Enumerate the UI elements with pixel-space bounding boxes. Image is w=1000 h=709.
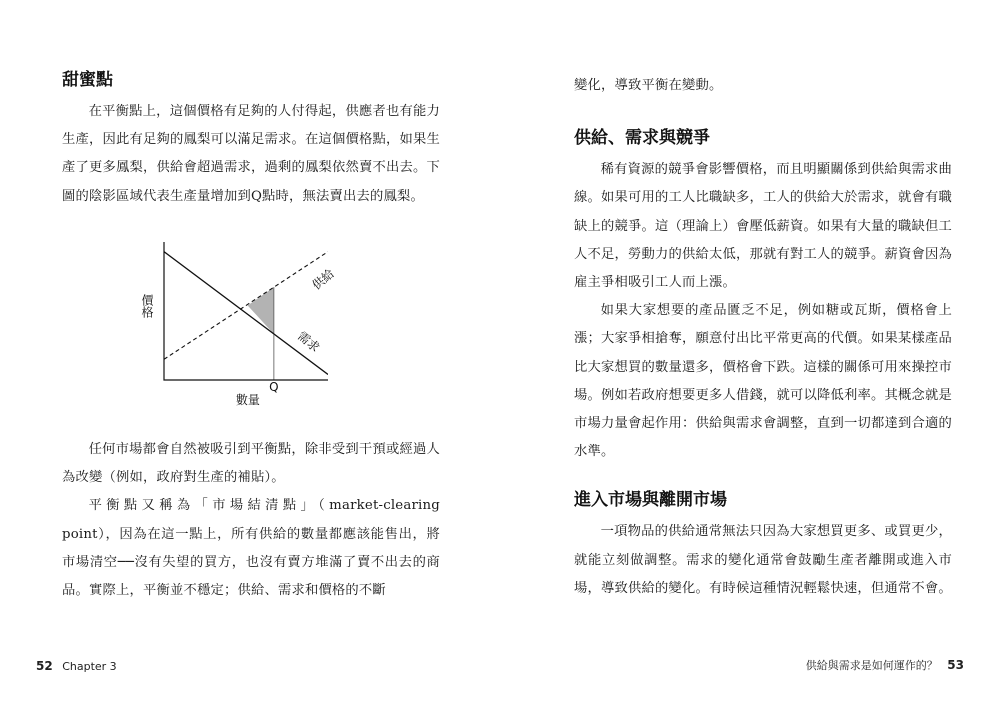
left-column-bottom xyxy=(62,436,440,605)
left-column-top xyxy=(62,68,440,211)
section-heading-competition: 供給、需求與競爭 xyxy=(574,128,710,149)
demand-curve xyxy=(164,252,328,375)
page-number: 52 xyxy=(36,659,53,673)
running-title: 供給與需求是如何運作的？ xyxy=(805,659,938,672)
paragraph: 平衡點又稱為「市場結清點」（market-clearing point），因為在這一點上，所有供給的數量都應該能售出，將市場清空──沒有失望的買方，也沒有賣方堆滿了賣不出去的商品。實際上，平衡並不穩定；供給、需求和價格的不斷 xyxy=(62,498,440,599)
unsold-surplus-area xyxy=(248,287,274,334)
paragraph: 如果大家想要的產品匱乏不足，例如糖或瓦斯，價格會上漲；大家爭相搶奪，願意付出比平常更高的代價。如果某樣產品比大家想買的數量還多，價格會下跌。這樣的關係可用來操控市場。例如若政府想要更多人借錢，就可以降低利率。其概念就是市場力量會起作用：供給與需求會調整，直到一切都達到合適的水準。 xyxy=(574,303,952,460)
chapter-label: Chapter 3 xyxy=(62,660,117,673)
right-column xyxy=(574,72,952,603)
section-heading-entry-exit: 進入市場與離開市場 xyxy=(574,490,727,511)
supply-label: 供給 xyxy=(309,266,337,293)
page-number: 53 xyxy=(947,658,964,672)
right-page xyxy=(500,0,1000,709)
chart-axes xyxy=(164,242,328,380)
q-tick-label: Q xyxy=(269,380,279,394)
x-axis-label: 數量 xyxy=(235,393,260,407)
left-footer xyxy=(36,659,117,673)
paragraph-continued: 變化，導致平衡在變動。 xyxy=(574,78,723,93)
y-axis-label: 價格 xyxy=(140,294,154,318)
right-footer xyxy=(806,657,964,673)
supply-demand-chart xyxy=(128,236,338,416)
paragraph: 稀有資源的競爭會影響價格，而且明顯關係到供給與需求曲線。如果可用的工人比職缺多，工人的供給大於需求，就會有職缺上的競爭。這（理論上）會壓低薪資。如果有大量的職缺但工人不足，勞動力的供給太低，那就有對工人的競爭。薪資會因為雇主爭相吸引工人而上漲。 xyxy=(574,162,952,291)
demand-label: 需求 xyxy=(294,328,323,355)
paragraph: 在平衡點上，這個價格有足夠的人付得起，供應者也有能力生產，因此有足夠的鳳梨可以滿足需求。在這個價格點，如果生產了更多鳳梨，供給會超過需求，過剩的鳳梨依然賣不出去。下圖的陰影區域代表生產量增加到Q點時，無法賣出去的鳳梨。 xyxy=(62,104,440,204)
section-heading-sweet-spot: 甜蜜點 xyxy=(62,70,113,90)
paragraph: 任何市場都會自然被吸引到平衡點，除非受到干預或經過人為改變（例如，政府對生產的補貼）。 xyxy=(62,442,440,486)
paragraph: 一項物品的供給通常無法只因為大家想買更多、或買更少，就能立刻做調整。需求的變化通常會鼓勵生產者離開或進入市場，導致供給的變化。有時候這種情況輕鬆快速，但通常不會。 xyxy=(574,524,952,596)
